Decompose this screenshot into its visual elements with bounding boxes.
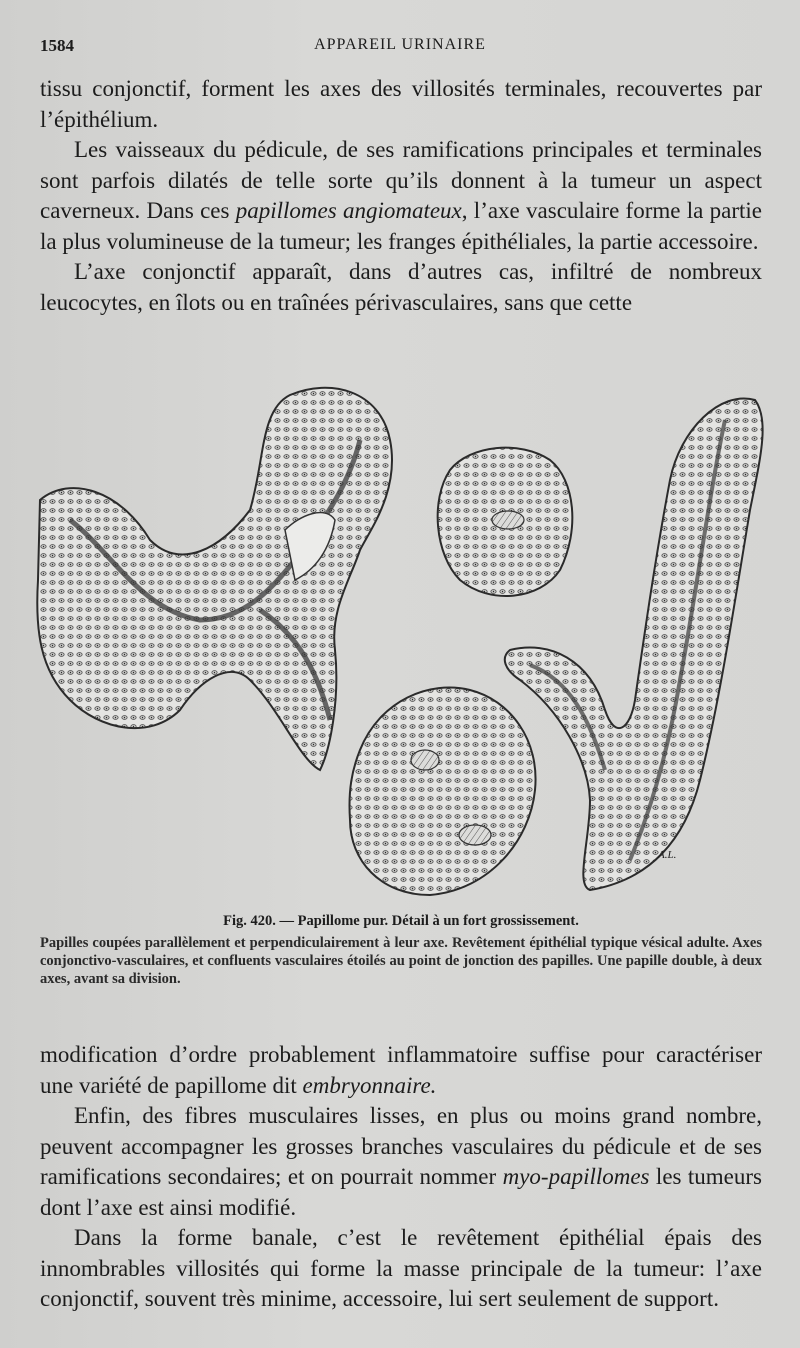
text-run: les tumeurs dont l’axe est ainsi modifié. bbox=[40, 1164, 762, 1220]
text-run: Enfin, des fibres musculaires lisses, en plus ou moins grand nombre, peuvent accompagner les grosses branches vasculaires du pédicule et de ses ramifications secondaires; et on pourrait nommer bbox=[40, 1103, 762, 1189]
italic-term: embryonnaire. bbox=[302, 1072, 437, 1098]
paragraph-angiomateux bbox=[40, 135, 762, 257]
italic-term: papillomes angiomateux bbox=[235, 198, 462, 223]
bottom-text-block bbox=[40, 1040, 762, 1315]
page-header bbox=[40, 36, 760, 60]
figure-illustration bbox=[30, 380, 770, 900]
engraver-signature: A.L. bbox=[658, 849, 677, 861]
top-text-block bbox=[40, 74, 762, 318]
paragraph-forme-banale: Dans la forme banale, c’est le revêtement épithélial épais des innombrables villosités qui forme la masse principale de la tumeur: l’axe conjonctif, souvent très minime, accessoire, lui sert seulement de support. bbox=[40, 1225, 762, 1311]
paragraph-embryonnaire bbox=[40, 1040, 762, 1101]
text-run: modification d’ordre probablement inflammatoire suffise pour caractériser une variété de papillome dit bbox=[40, 1042, 762, 1098]
caption-body: Papilles coupées parallèlement et perpendiculairement à leur axe. Revêtement épithélial typique vésical adulte. Axes conjonctivo-vasculaires, et confluents vasculaires étoilés au point de jonction des papilles. Une papille double, à deux axes, avant sa division. bbox=[40, 935, 762, 987]
paragraph-myo-papillomes bbox=[40, 1101, 762, 1223]
left-papilla bbox=[37, 388, 392, 770]
figure-caption bbox=[40, 912, 762, 988]
running-title: APPAREIL URINAIRE bbox=[314, 36, 486, 53]
italic-term: myo-papillomes bbox=[502, 1164, 650, 1189]
text-run: Les vaisseaux du pédicule, de ses ramifications principales et terminales sont parfois dilatés de telle sorte qu’ils donnent à la tumeur un aspect caverneux. Dans ces bbox=[40, 137, 762, 223]
double-papilla bbox=[349, 688, 535, 896]
paragraph-continuation: tissu conjonctif, forment les axes des villosités terminales, recouvertes par l’épithélium. bbox=[40, 76, 762, 132]
caption-title: Fig. 420. — Papillome pur. Détail à un fort grossissement. bbox=[223, 913, 579, 929]
paragraph-leucocytes: L’axe conjonctif apparaît, dans d’autres cas, infiltré de nombreux leucocytes, en îlots ou en traînées périvasculaires, sans que cette bbox=[40, 259, 762, 315]
papilloma-engraving bbox=[30, 380, 770, 900]
page-number: 1584 bbox=[40, 36, 74, 55]
text-run: , l’axe vasculaire forme la partie la plus volumineuse de la tumeur; les franges épithéliales, la partie accessoire. bbox=[40, 198, 762, 254]
